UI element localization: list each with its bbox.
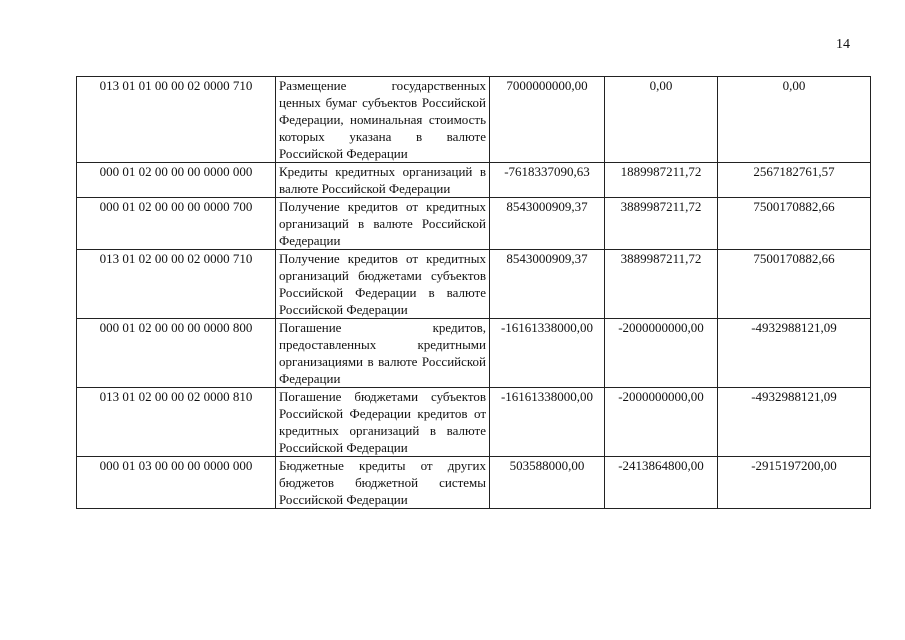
table-row <box>77 250 871 319</box>
amount-cell-3: -4932988121,09 <box>718 319 871 388</box>
budget-code-cell: 000 01 02 00 00 00 0000 000 <box>77 163 276 198</box>
item-name-cell: Получение кредитов от кредитных организаций в валюте Российской Федерации <box>276 198 490 250</box>
amount-cell-2: 0,00 <box>605 77 718 163</box>
item-name-cell: Погашение кредитов, предоставленных кредитными организациями в валюте Российской Федерации <box>276 319 490 388</box>
budget-code-cell: 000 01 02 00 00 00 0000 700 <box>77 198 276 250</box>
table-row <box>77 388 871 457</box>
table-row <box>77 163 871 198</box>
amount-cell-3: -4932988121,09 <box>718 388 871 457</box>
table-row <box>77 319 871 388</box>
item-name-cell: Бюджетные кредиты от других бюджетов бюджетной системы Российской Федерации <box>276 457 490 509</box>
amount-cell-1: 8543000909,37 <box>490 198 605 250</box>
budget-code-cell: 013 01 02 00 00 02 0000 810 <box>77 388 276 457</box>
item-name-cell: Погашение бюджетами субъектов Российской Федерации кредитов от кредитных организаций в валюте Российской Федерации <box>276 388 490 457</box>
amount-cell-3: 7500170882,66 <box>718 250 871 319</box>
amount-cell-2: 1889987211,72 <box>605 163 718 198</box>
table-row <box>77 198 871 250</box>
amount-cell-1: -16161338000,00 <box>490 388 605 457</box>
budget-code-cell: 000 01 03 00 00 00 0000 000 <box>77 457 276 509</box>
page-number: 14 <box>836 37 850 52</box>
amount-cell-1: 8543000909,37 <box>490 250 605 319</box>
item-name-cell: Размещение государственных ценных бумаг субъектов Российской Федерации, номинальная стоимость которых указана в валюте Российской Федерации <box>276 77 490 163</box>
table-row <box>77 77 871 163</box>
amount-cell-1: 503588000,00 <box>490 457 605 509</box>
table-row <box>77 457 871 509</box>
amount-cell-2: -2000000000,00 <box>605 319 718 388</box>
amount-cell-3: -2915197200,00 <box>718 457 871 509</box>
amount-cell-2: 3889987211,72 <box>605 250 718 319</box>
item-name-cell: Получение кредитов от кредитных организаций бюджетами субъектов Российской Федерации в валюте Российской Федерации <box>276 250 490 319</box>
amount-cell-2: -2413864800,00 <box>605 457 718 509</box>
amount-cell-3: 0,00 <box>718 77 871 163</box>
amount-cell-3: 2567182761,57 <box>718 163 871 198</box>
budget-code-cell: 013 01 02 00 00 02 0000 710 <box>77 250 276 319</box>
amount-cell-3: 7500170882,66 <box>718 198 871 250</box>
budget-code-cell: 000 01 02 00 00 00 0000 800 <box>77 319 276 388</box>
budget-code-cell: 013 01 01 00 00 02 0000 710 <box>77 77 276 163</box>
amount-cell-2: -2000000000,00 <box>605 388 718 457</box>
amount-cell-1: -16161338000,00 <box>490 319 605 388</box>
amount-cell-1: -7618337090,63 <box>490 163 605 198</box>
amount-cell-1: 7000000000,00 <box>490 77 605 163</box>
amount-cell-2: 3889987211,72 <box>605 198 718 250</box>
budget-sources-table <box>76 76 871 509</box>
item-name-cell: Кредиты кредитных организаций в валюте Российской Федерации <box>276 163 490 198</box>
